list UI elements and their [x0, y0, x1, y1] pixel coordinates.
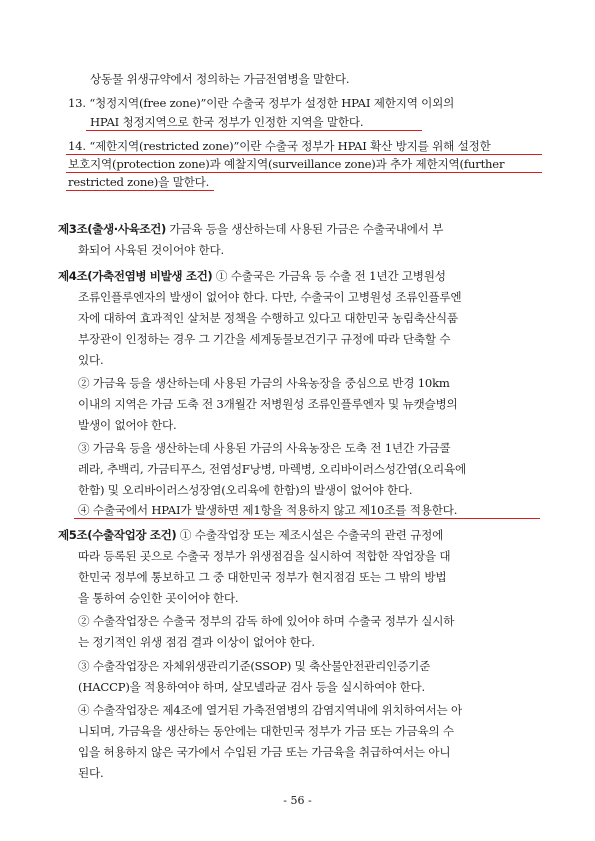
article-4-p1-line: 있다. — [78, 353, 104, 367]
red-underline — [66, 190, 214, 191]
article-4-p2-line: ② 가금육 등을 생산하는데 사용된 가금의 사육농장을 중심으로 반경 10km — [78, 376, 450, 390]
article-5-p1-line: 한민국 정부에 통보하고 그 중 대한민국 정부가 현지점검 또는 그 밖의 방법 — [78, 570, 447, 584]
article-5-p2-line: 는 정기적인 위생 점검 결과 이상이 없어야 한다. — [78, 635, 315, 649]
article-5-p3-line: ③ 수출작업장은 자체위생관리기준(SSOP) 및 축산물안전관리인증기준 — [78, 659, 431, 673]
article-5-p1-line: 을 통하여 승인한 곳이어야 한다. — [78, 591, 239, 605]
article-4-line-1 — [58, 268, 446, 284]
article-3-text: 가금육 등을 생산하는데 사용된 가금은 수출국내에서 부 — [169, 222, 444, 236]
definition-14-line-3: restricted zone)을 말한다. — [68, 175, 210, 189]
article-4-heading: 제4조(가축전염병 비발생 조건) — [58, 269, 213, 283]
article-4-p2-line: 이내의 지역은 가금 도축 전 3개월간 저병원성 조류인플루엔자 및 뉴캣슬병의 — [78, 397, 458, 411]
definition-14-line-2: 보호지역(protection zone)과 예찰지역(surveillance zone)과 추가 제한지역(further — [68, 157, 505, 171]
red-underline — [66, 172, 542, 173]
article-5-p1-line: 따라 등록된 곳으로 수출국 정부가 위생점검을 실시하여 적합한 작업장을 대 — [78, 549, 451, 563]
article-5-p2-line: ② 수출작업장은 수출국 정부의 감독 하에 있어야 하며 수출국 정부가 실시하 — [78, 614, 455, 628]
red-underline — [66, 154, 542, 155]
article-4-p1-line: 조류인플루엔자의 발생이 없어야 한다. 다만, 수출국이 고병원성 조류인플루엔 — [78, 290, 462, 304]
definition-13-line-1: 13. “청정지역(free zone)”이란 수출국 정부가 설정한 HPAI 제한지역 이외의 — [68, 96, 455, 110]
article-5-heading: 제5조(수출작업장 조건) — [58, 528, 177, 542]
article-3-heading: 제3조(출생·사육조건) — [58, 222, 166, 236]
article-3-line-2: 화되어 사육된 것이어야 한다. — [78, 243, 224, 257]
definition-14-line-1: 14. “제한지역(restricted zone)”이란 수출국 정부가 HPAI 확산 방지를 위해 설정한 — [68, 139, 491, 153]
red-underline — [86, 130, 422, 131]
article-4-p3-line: 레라, 추백리, 가금티푸스, 전염성F낭병, 마렉병, 오리바이러스성간염(오리육에 — [78, 462, 467, 476]
article-5-text: ① 수출작업장 또는 제조시설은 수출국의 관련 규정에 — [179, 528, 444, 542]
article-4-text: ① 수출국은 가금육 등 수출 전 1년간 고병원성 — [215, 269, 446, 283]
article-4-p3-line: ③ 가금육 등을 생산하는데 사용된 가금의 사육농장은 도축 전 1년간 가금콜 — [78, 441, 451, 455]
article-3-line-1 — [58, 221, 443, 237]
article-5-line-1 — [58, 527, 443, 543]
definition-13-line-2: HPAI 청정지역으로 한국 정부가 인정한 지역을 말한다. — [90, 115, 364, 129]
article-4-p4-line: ④ 수출국에서 HPAI가 발생하면 제1항을 적용하지 않고 제10조를 적용한다. — [78, 503, 458, 517]
article-5-p4-line: 니되며, 가금육을 생산하는 동안에는 대한민국 정부가 가금 또는 가금육의 수 — [78, 724, 454, 738]
article-4-p1-line: 자에 대하여 효과적인 살처분 정책을 수행하고 있다고 대한민국 농림축산식품 — [78, 311, 458, 325]
red-underline — [74, 518, 540, 519]
article-4-p1-line: 부장관이 인정하는 경우 그 기간을 세계동물보건기구 규정에 따라 단축할 수 — [78, 332, 451, 346]
article-4-p3-line: 한함) 및 오리바이러스성장염(오리육에 한함)의 발생이 없어야 한다. — [78, 483, 413, 497]
article-5-p4-line: ④ 수출작업장은 제4조에 열거된 가축전염병의 감염지역내에 위치하여서는 아 — [78, 703, 462, 717]
page-number: - 56 - — [283, 794, 312, 807]
article-4-p2-line: 발생이 없어야 한다. — [78, 418, 177, 432]
article-5-p4-line: 된다. — [78, 766, 104, 780]
article-5-p4-line: 입을 허용하지 않은 국가에서 수입된 가금 또는 가금육을 취급하여서는 아니 — [78, 745, 451, 759]
article-5-p3-line: (HACCP)을 적용하여야 하며, 살모넬라균 검사 등을 실시하여야 한다. — [78, 680, 426, 694]
definition-12-tail: 상동물 위생규약에서 정의하는 가금전염병을 말한다. — [90, 72, 350, 86]
